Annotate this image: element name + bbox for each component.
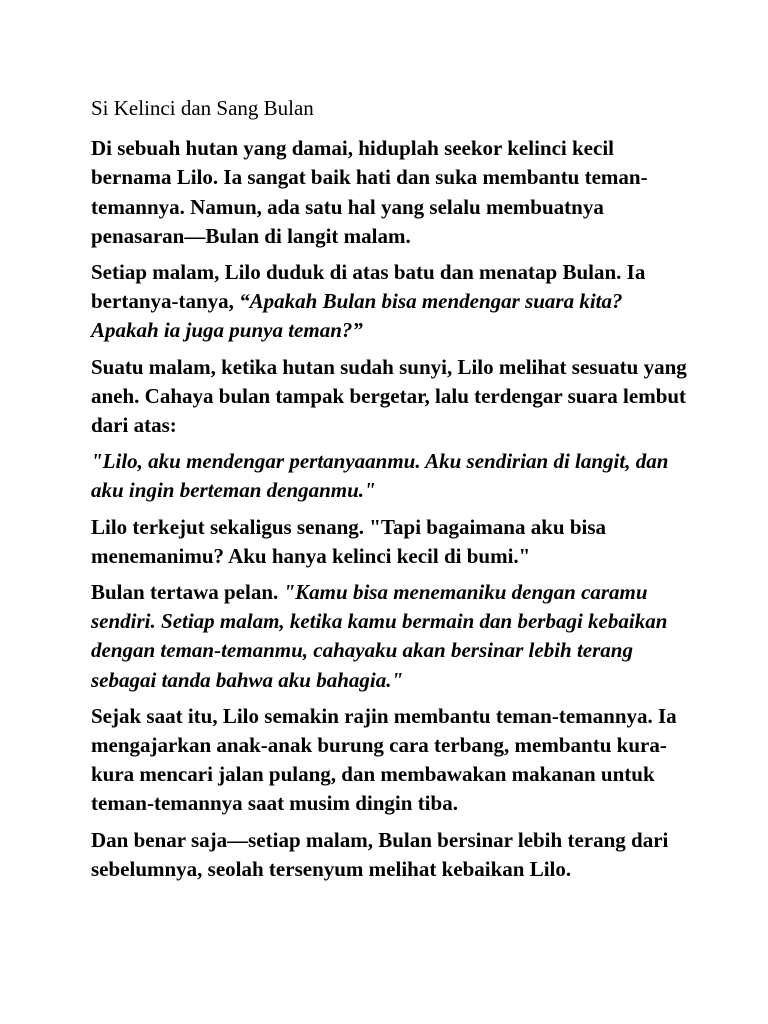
paragraph-3: Suatu malam, ketika hutan sudah sunyi, Lilo melihat sesuatu yang aneh. Cahaya bulan tampak bergetar, lalu terdengar suara lembut dari atas: [91,354,687,438]
paragraph-1: Di sebuah hutan yang damai, hiduplah seekor kelinci kecil bernama Lilo. Ia sangat baik hati dan suka membantu teman-temannya. Namun, ada satu hal yang selalu membuatnya penasaran—Bulan di langit malam. [91,136,648,248]
paragraph-4-quote: "Lilo, aku mendengar pertanyaanmu. Aku sendirian di langit, dan aku ingin berteman denganmu." [91,449,669,503]
story-document [91,94,691,891]
paragraph-6-text: Bulan tertawa pelan. [91,580,284,605]
paragraph-2-text: Setiap malam, Lilo duduk di atas batu dan menatap Bulan. Ia bertanya-tanya, [91,260,646,314]
paragraph-7: Sejak saat itu, Lilo semakin rajin membantu teman-temannya. Ia mengajarkan anak-anak burung cara terbang, membantu kura-kura mencari jalan pulang, dan membawakan makanan untuk teman-temannya saat musim dingin tiba. [91,703,677,816]
paragraph-6-quote: "Kamu bisa menemaniku dengan caramu sendiri. Setiap malam, ketika kamu bermain dan berbagi kebaikan dengan teman-temanmu, cahayaku akan bersinar lebih terang sebagai tanda bahwa aku bahagia." [91,580,668,692]
paragraph-2-quote: “Apakah Bulan bisa mendengar suara kita? Apakah ia juga punya teman?” [91,289,623,343]
paragraph-6 [91,578,691,695]
story-title: Si Kelinci dan Sang Bulan [91,96,314,120]
paragraph-5: Lilo terkejut sekaligus senang. "Tapi bagaimana aku bisa menemanimu? Aku hanya kelinci kecil di bumi." [91,514,607,568]
paragraph-8: Dan benar saja—setiap malam, Bulan bersinar lebih terang dari sebelumnya, seolah tersenyum melihat kebaikan Lilo. [91,827,669,881]
paragraph-2 [91,258,691,346]
